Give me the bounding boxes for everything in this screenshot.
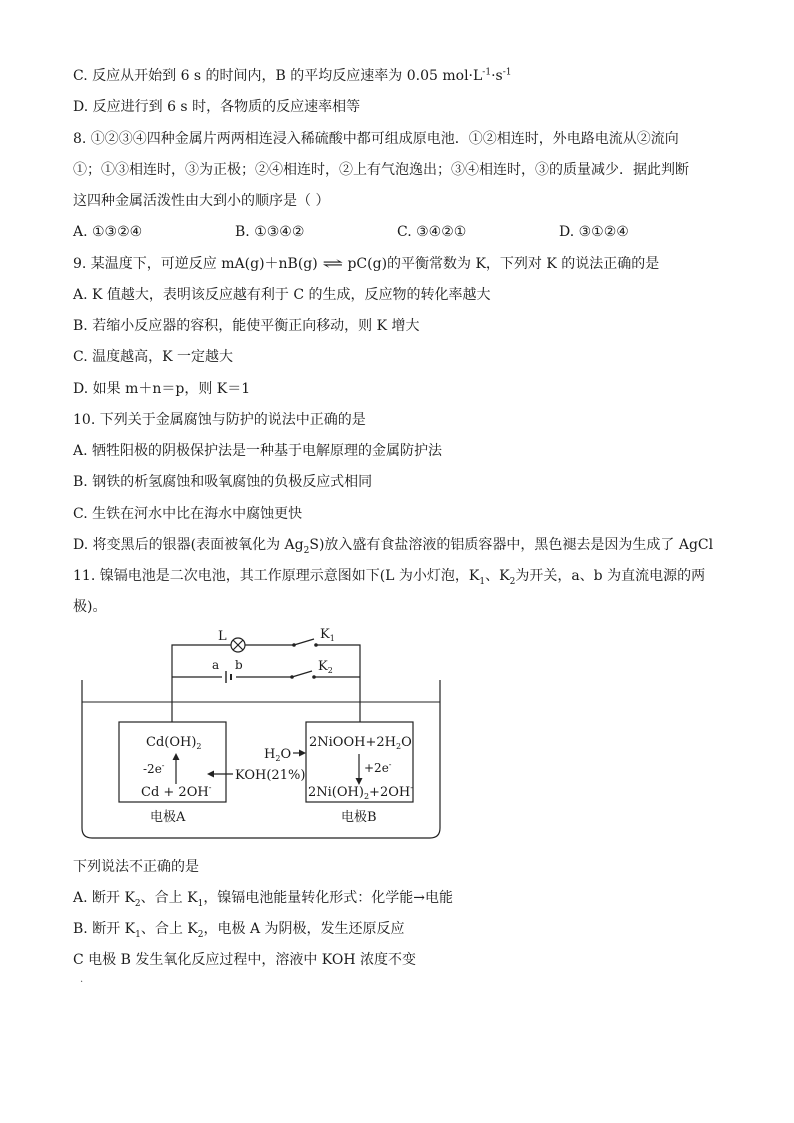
wire-lamp-branch <box>172 645 360 722</box>
q8-stem-line1: 8. ①②③④四种金属片两两相连浸入稀硫酸中都可组成原电池．①②相连时，外电路电流从②流向 <box>73 131 679 147</box>
electrode-a-bottom: Cd + 2OH- <box>141 783 212 800</box>
electrode-b-top: $2NiOOH+2H_2O$ <box>309 735 412 751</box>
q9-option-d[interactable]: D. 如果 m＋n＝p，则 K＝1 <box>73 381 251 397</box>
q7-option-d: D. 反应进行到 6 s 时，各物质的反应速率相等 <box>73 99 361 115</box>
electrode-b-label: 电极B <box>341 810 377 825</box>
stray-dot: . <box>80 974 84 985</box>
q8-option-d[interactable]: D. ③①②④ <box>559 224 629 240</box>
q10-option-b[interactable]: B. 钢铁的析氢腐蚀和吸氧腐蚀的负极反应式相同 <box>73 474 373 490</box>
q10-stem: 10. 下列关于金属腐蚀与防护的说法中正确的是 <box>73 412 366 428</box>
q10-option-a[interactable]: A. 牺牲阳极的阴极保护法是一种基于电解原理的金属防护法 <box>73 443 443 459</box>
electrode-a-top: $Cd(OH)_2$ <box>146 735 202 751</box>
switch-k2-label: $K_2$ <box>318 659 333 675</box>
q11-option-b[interactable]: B. 断开 $K_1$、合上 $K_2$，电极 A 为阴极，发生还原反应 <box>73 921 405 940</box>
lamp-label: L <box>218 629 227 644</box>
q11-option-a[interactable]: A. 断开 $K_2$、合上 $K_1$，镍镉电池能量转化形式：化学能→电能 <box>73 890 454 909</box>
electrode-a-label: 电极A <box>150 810 186 825</box>
switch-k1-label: $K_1$ <box>320 627 335 643</box>
water-label: $H_2O$ <box>264 747 292 763</box>
q8-option-b[interactable]: B. ①③④② <box>235 224 305 240</box>
terminal-a-label: a <box>212 658 220 672</box>
q10-option-d[interactable]: D. 将变黑后的银器(表面被氧化为 $Ag_2S$)放入盛有食盐溶液的铝质容器中，黑色褪去是因为生成了 AgCl <box>73 537 714 556</box>
q9-option-b[interactable]: B. 若缩小反应器的容积，能使平衡正向移动，则 K 增大 <box>73 318 420 334</box>
q11-stem-line1: 11. 镍镉电池是二次电池，其工作原理示意图如下(L 为小灯泡，$K_1$、$K_2$为开关，a、b 为直流电源的两 <box>73 568 706 587</box>
q8-stem-line3: 这四种金属活泼性由大到小的顺序是（ ） <box>73 193 330 209</box>
electrode-a-mid: -2e- <box>143 761 165 776</box>
terminal-b-label: b <box>235 658 243 672</box>
q9-stem: 9. 某温度下，可逆反应 mA(g)＋nB(g) ⇌ pC(g)的平衡常数为 K，下列对 K 的说法正确的是 <box>73 256 660 272</box>
q11-option-c[interactable]: C 电极 B 发生氧化反应过程中，溶液中 KOH 浓度不变 <box>73 952 417 968</box>
nickel-cadmium-battery-diagram <box>72 622 452 850</box>
q7-option-c: C. 反应从开始到 6 s 的时间内，B 的平均反应速率为 0.05 $mol\cdot L^{-1}\cdot s^{-1}$ <box>73 67 512 84</box>
q8-stem-line2: ①；①③相连时，③为正极；②④相连时，②上有气泡逸出；③④相连时，③的质量减少．据此判断 <box>73 162 689 178</box>
q11-question: 下列说法不正确的是 <box>73 859 199 875</box>
q9-option-a[interactable]: A. K 值越大，表明该反应越有利于 C 的生成，反应物的转化率越大 <box>73 287 491 303</box>
q8-option-a[interactable]: A. ①③②④ <box>73 224 143 240</box>
electrode-b-bottom: $2Ni(OH)_2+2OH^-$ <box>308 783 413 801</box>
q11-stem-line2: 极)。 <box>73 599 107 615</box>
q8-option-c[interactable]: C. ③④②① <box>397 224 467 240</box>
q10-option-c[interactable]: C. 生铁在河水中比在海水中腐蚀更快 <box>73 506 303 522</box>
equilibrium-arrow-icon: ⇌ <box>322 256 344 272</box>
electrode-b-mid: +2e- <box>364 760 392 775</box>
koh-label: KOH(21%) <box>235 768 306 783</box>
q9-option-c[interactable]: C. 温度越高，K 一定越大 <box>73 349 234 365</box>
